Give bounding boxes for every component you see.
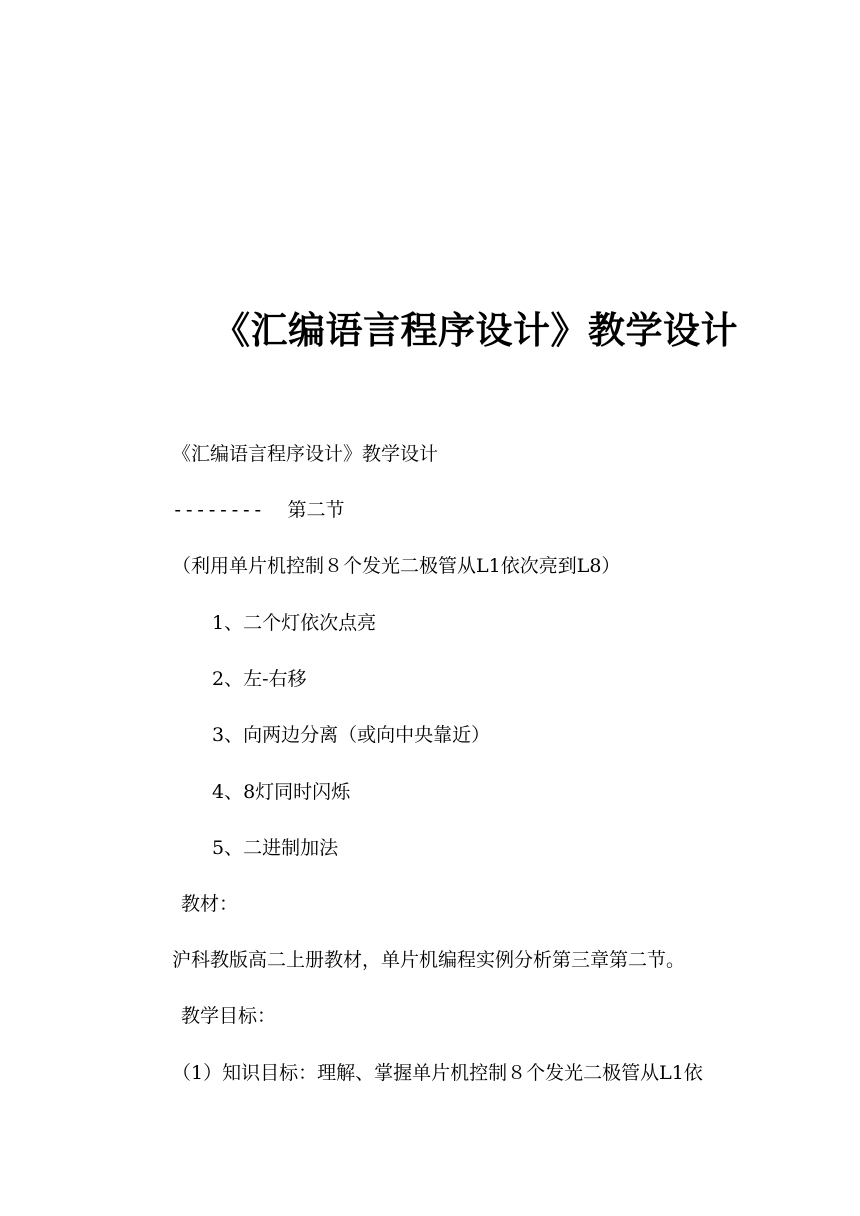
section-heading: [172, 497, 345, 523]
list-item: 2、左-右移: [212, 668, 307, 690]
section-dashes: --------: [172, 499, 264, 521]
goal-paragraph: （1）知识目标：理解、掌握单片机控制８个发光二极管从L1依: [172, 1062, 703, 1084]
document-subtitle: 《汇编语言程序设计》教学设计: [172, 443, 439, 465]
list-item: 4、8灯同时闪烁: [212, 781, 351, 803]
document-title: 《汇编语言程序设计》教学设计: [213, 309, 738, 352]
material-paragraph: 沪科教版高二上册教材，单片机编程实例分析第三章第二节。: [172, 949, 686, 971]
goals-label: 教学目标：: [181, 1005, 277, 1027]
section-label: 第二节: [287, 499, 345, 521]
list-item: 5、二进制加法: [212, 837, 339, 859]
intro-paragraph: （利用单片机控制８个发光二极管从L1依次亮到L8）: [172, 555, 621, 577]
material-label: 教材：: [181, 893, 239, 915]
list-item: 1、二个灯依次点亮: [212, 612, 377, 634]
list-item: 3、向两边分离（或向中央靠近）: [212, 724, 491, 746]
